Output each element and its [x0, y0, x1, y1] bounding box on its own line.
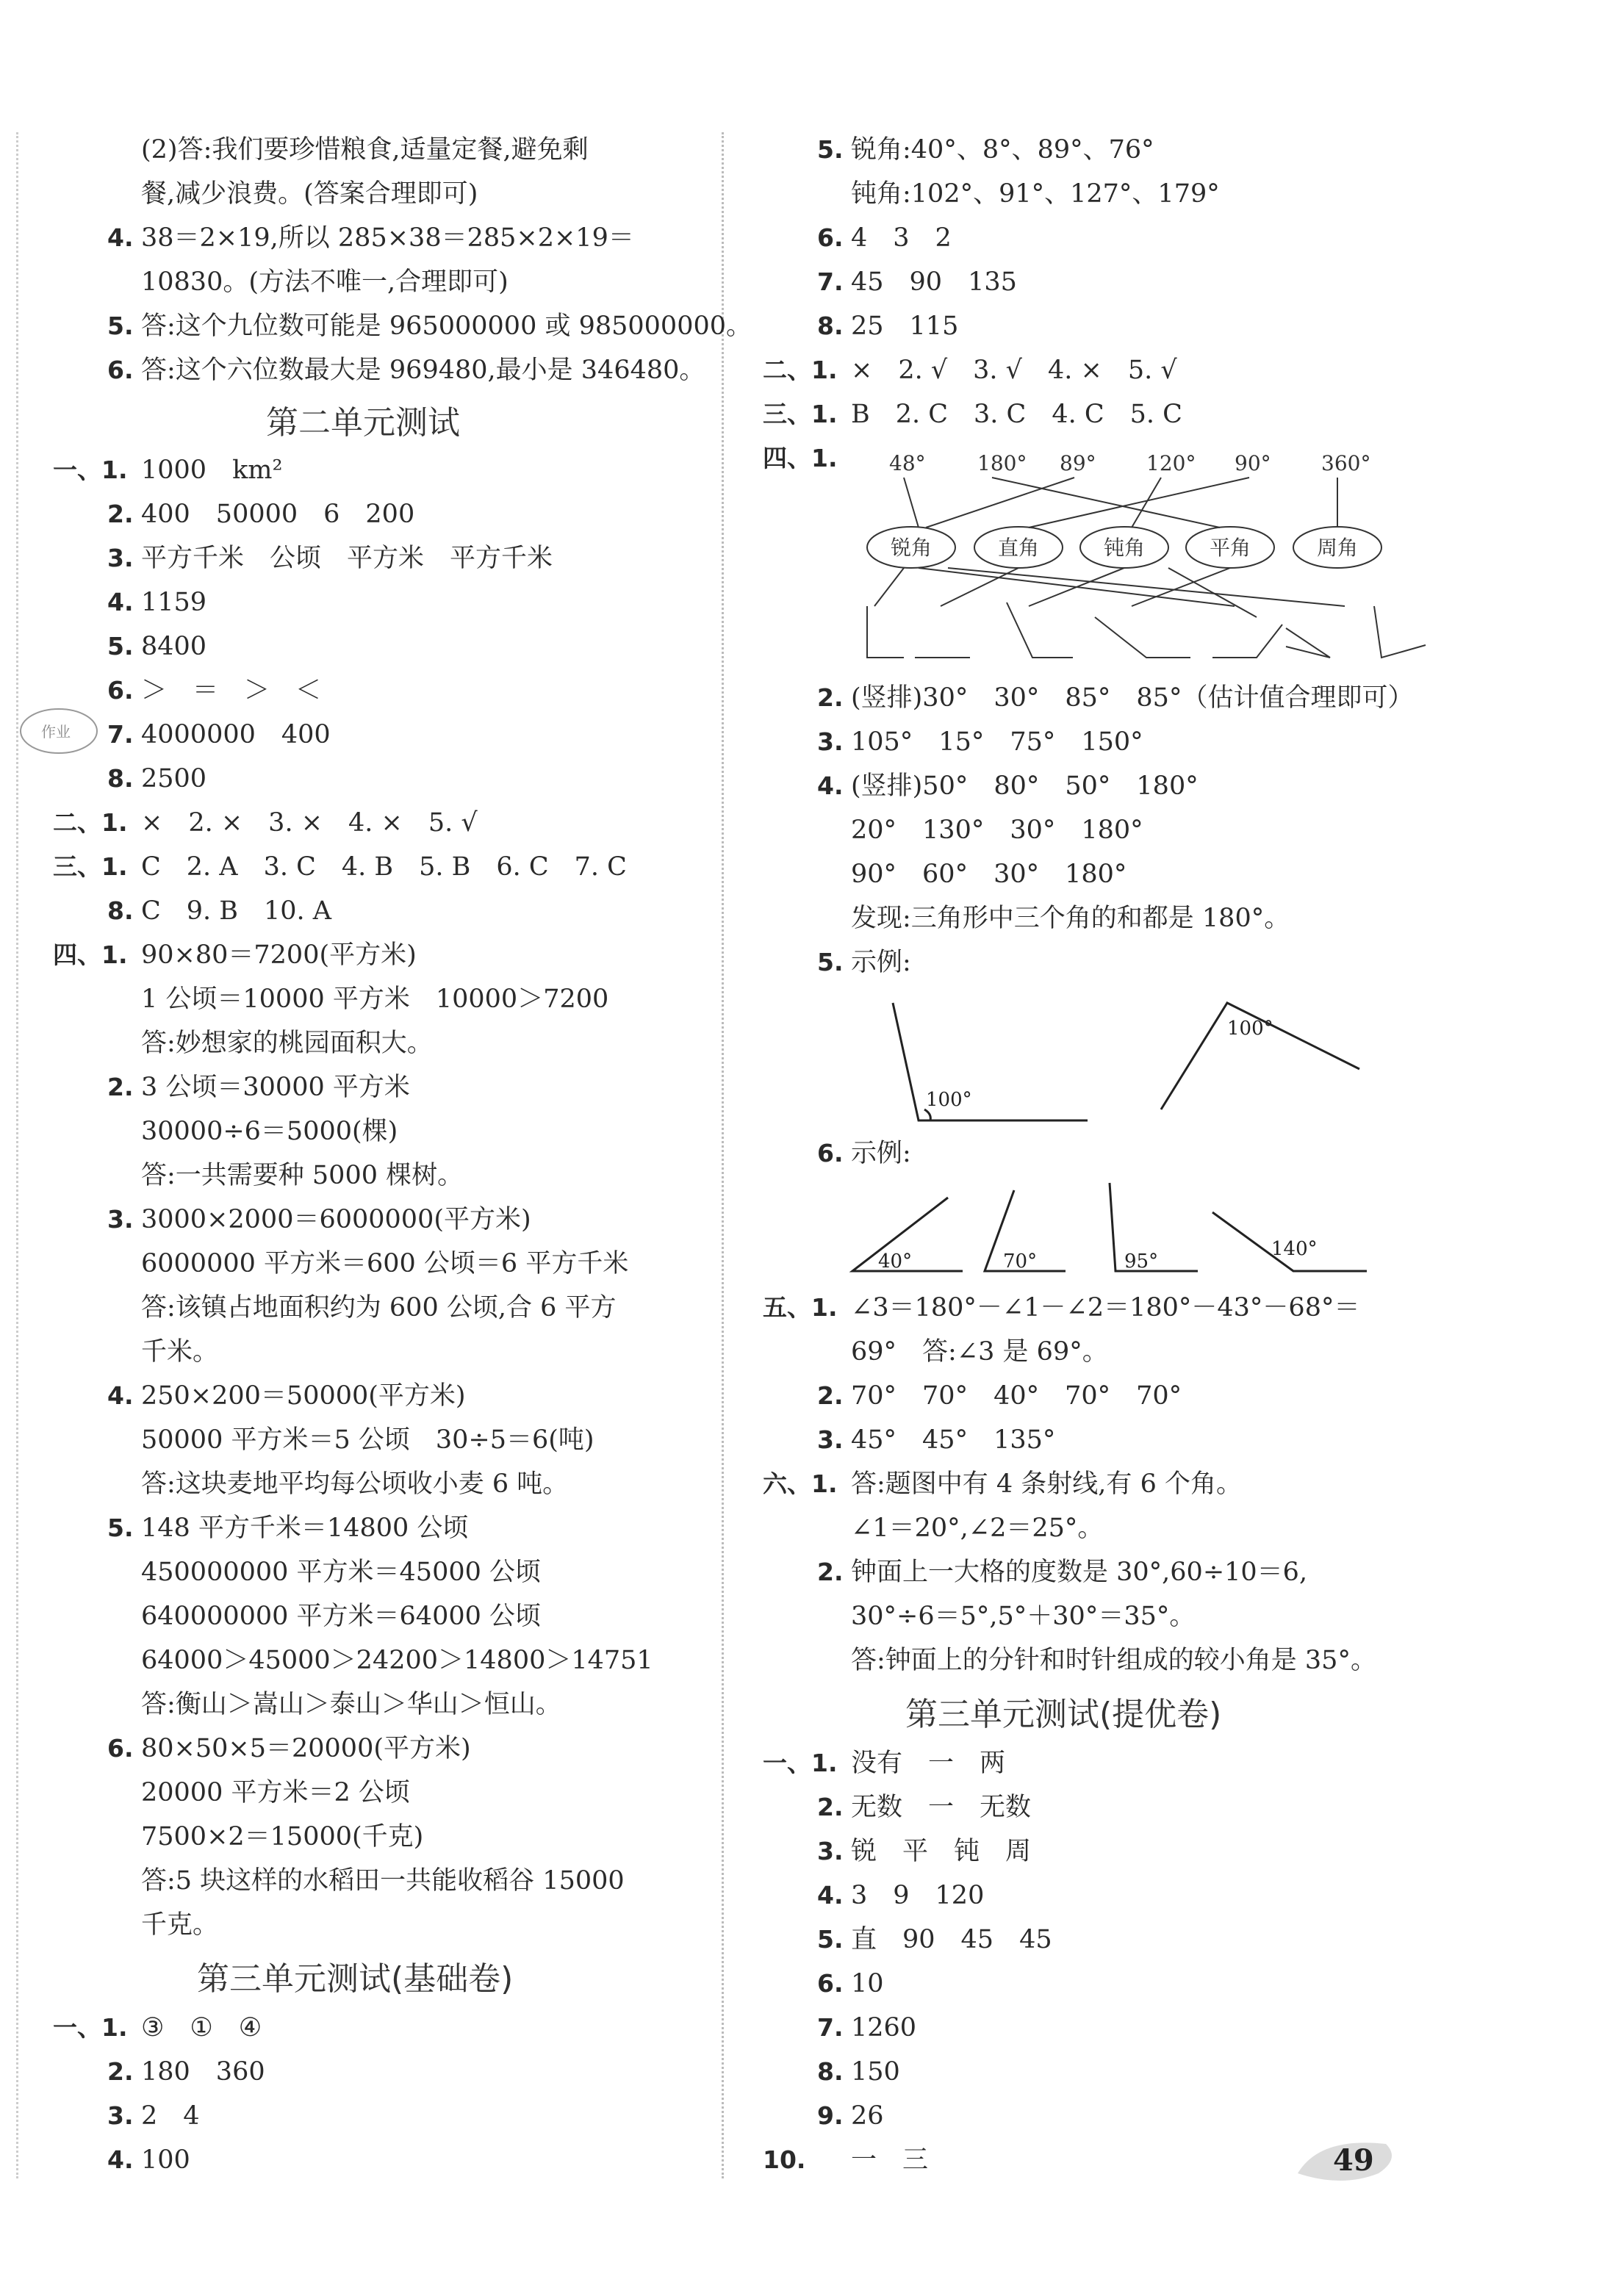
page-number: 49	[1333, 2143, 1374, 2178]
page-number-badge	[1290, 2129, 1401, 2195]
answer-line	[763, 442, 851, 475]
answer-text: 锐角:40°、8°、89°、76°	[851, 135, 1154, 165]
question-number: 2.	[107, 1073, 134, 1101]
question-number: 4.	[107, 223, 134, 252]
answer-line	[53, 807, 478, 839]
question-number: 2.	[107, 500, 134, 528]
answer-text: 64000＞45000＞24200＞14800＞14751	[141, 1646, 653, 1675]
question-number: 一、1.	[763, 1749, 838, 1777]
question-number: 8.	[817, 2057, 844, 2086]
question-number: 三、1.	[53, 852, 128, 881]
example5-figure	[882, 992, 1367, 1139]
answer-line	[107, 983, 608, 1015]
answer-line	[107, 310, 752, 342]
answer-text: 1 公顷＝10000 平方米 10000＞7200	[141, 985, 609, 1014]
question-number: 六、1.	[763, 1469, 838, 1498]
answer-line	[53, 2012, 262, 2044]
answer-text: 平方千米 公顷 平方米 平方千米	[141, 544, 553, 573]
answer-text: 50000 平方米＝5 公顷 30÷5＝6(吨)	[141, 1425, 594, 1455]
answer-text: 6000000 平方米＝600 公顷＝6 平方千米	[141, 1249, 629, 1278]
answer-text: 80×50×5＝20000(平方米)	[141, 1734, 471, 1763]
answer-line	[107, 266, 509, 298]
angle-shape	[1095, 617, 1190, 658]
question-number: 2.	[817, 683, 844, 712]
answer-line	[107, 498, 414, 530]
answer-line	[107, 630, 206, 663]
answer-text: 直 90 45 45	[851, 1925, 1052, 1954]
angle-label: 100°	[926, 1089, 972, 1111]
answer-line	[763, 1468, 1242, 1500]
answer-line	[107, 1292, 617, 1324]
angle-matching-figure	[845, 448, 1433, 676]
answer-line	[763, 398, 1182, 431]
angle-type: 直角	[998, 536, 1040, 560]
answer-line	[817, 2100, 884, 2132]
question-number: 3.	[107, 2101, 134, 2130]
question-number: 2.	[817, 1381, 844, 1410]
answer-line	[817, 1644, 1376, 1677]
question-number: 7.	[817, 267, 844, 296]
question-number: 四、1.	[763, 444, 838, 472]
answer-text: 45 90 135	[851, 267, 1017, 297]
question-number: 五、1.	[763, 1293, 838, 1322]
answer-line	[107, 1115, 398, 1148]
answer-text: 千克。	[141, 1910, 219, 1940]
question-number: 6.	[107, 1734, 134, 1763]
obtuse-angle	[893, 1003, 1088, 1120]
answer-text: 30000÷6＝5000(棵)	[141, 1117, 398, 1146]
answer-text: 答:题图中有 4 条射线,有 6 个角。	[851, 1469, 1242, 1499]
question-number: 8.	[107, 764, 134, 793]
answer-text: 4000000 400	[141, 720, 331, 749]
degree-label: 180°	[977, 451, 1027, 475]
answer-line	[817, 1380, 1182, 1412]
answer-line	[107, 1777, 410, 1809]
answer-line	[107, 1512, 468, 1544]
answer-text: ∠3＝180°－∠1－∠2＝180°－43°－68°＝	[851, 1293, 1360, 1322]
answer-line	[817, 726, 1143, 758]
heading-unit3-adv: 第三单元测试(提优卷)	[905, 1696, 1222, 1733]
answer-line	[107, 1688, 561, 1721]
question-number: 5.	[817, 948, 844, 976]
answer-line	[107, 895, 331, 927]
answer-line	[763, 1292, 1359, 1324]
answer-text: 示例:	[851, 1139, 911, 1168]
answer-line	[763, 354, 1177, 386]
question-number: 4.	[107, 1381, 134, 1410]
question-number: 9.	[817, 2101, 844, 2130]
answer-text: 26	[851, 2101, 884, 2131]
answer-line	[53, 851, 627, 883]
angle-type: 钝角	[1104, 536, 1146, 560]
answer-text: × 2. × 3. × 4. × 5. √	[141, 808, 478, 838]
answer-line	[817, 266, 1017, 298]
answer-line	[53, 939, 417, 971]
answer-line	[817, 1968, 884, 2000]
answer-line	[107, 719, 331, 751]
answer-line	[107, 1909, 218, 1941]
question-number: 6.	[817, 223, 844, 252]
answer-text: 1260	[851, 2013, 917, 2043]
answer-line	[817, 1424, 1055, 1456]
example6-figure	[845, 1176, 1374, 1278]
angle-label: 70°	[1003, 1250, 1038, 1273]
question-number: 10.	[763, 2145, 806, 2174]
question-number: 7.	[107, 720, 134, 749]
degree-label: 48°	[889, 451, 926, 475]
angle-label: 100°	[1227, 1018, 1273, 1040]
angle-label: 40°	[878, 1250, 913, 1273]
homework-stamp	[15, 702, 103, 760]
question-number: 5.	[107, 1514, 134, 1542]
answer-text: 餐,减少浪费。(答案合理即可)	[141, 179, 478, 209]
answer-line	[817, 682, 1413, 714]
question-number: 6.	[107, 676, 134, 705]
question-number: 四、1.	[53, 940, 128, 969]
question-number: 6.	[107, 356, 134, 384]
answer-text: B 2. C 3. C 4. C 5. C	[851, 400, 1182, 429]
answer-text: 45° 45° 135°	[851, 1425, 1056, 1455]
answer-text: 答:衡山＞嵩山＞泰山＞华山＞恒山。	[141, 1690, 561, 1719]
answer-text: 90×80＝7200(平方米)	[141, 940, 417, 970]
answer-text: 答:5 块这样的水稻田一共能收稻谷 15000	[141, 1866, 625, 1896]
question-number: 7.	[817, 2013, 844, 2042]
answer-line	[763, 2144, 928, 2176]
question-number: 一、1.	[53, 2013, 128, 2042]
question-number: 2.	[817, 1793, 844, 1821]
answer-line	[107, 2144, 190, 2176]
question-number: 三、1.	[763, 400, 838, 428]
answer-text: 150	[851, 2057, 900, 2087]
answer-line	[817, 310, 958, 342]
answer-text: 答:妙想家的桃园面积大。	[141, 1029, 433, 1058]
angle-label: 95°	[1124, 1250, 1159, 1273]
answer-line	[107, 1071, 410, 1104]
answer-line	[107, 2056, 265, 2088]
answer-line	[817, 222, 952, 254]
answer-line	[107, 674, 321, 707]
question-number: 8.	[107, 896, 134, 925]
answer-line	[817, 1791, 1031, 1824]
answer-line	[107, 586, 206, 619]
answer-text: ＞ ＝ ＞ ＜	[141, 676, 322, 705]
answer-line	[107, 1203, 531, 1236]
angle-shape	[867, 606, 904, 658]
answer-text: 没有 一 两	[851, 1749, 1006, 1778]
answer-text: 30°÷6＝5°,5°＋30°＝35°。	[851, 1602, 1196, 1631]
answer-text: 640000000 平方米＝64000 公顷	[141, 1602, 542, 1631]
answer-text: 一 三	[851, 2145, 929, 2175]
answer-text: 示例:	[851, 948, 911, 977]
angle-shape	[1007, 602, 1073, 658]
question-number: 6.	[817, 1969, 844, 1998]
answer-text: 69° 答:∠3 是 69°。	[851, 1337, 1108, 1367]
answer-text: 无数 一 无数	[851, 1793, 1032, 1822]
column-divider	[722, 132, 724, 2178]
answer-text: 1000 km²	[141, 456, 283, 485]
answer-line	[817, 134, 1154, 166]
answer-text: 答:钟面上的分针和时针组成的较小角是 35°。	[851, 1646, 1376, 1675]
question-number: 5.	[107, 632, 134, 661]
answer-line	[107, 222, 634, 254]
answer-text: × 2. √ 3. √ 4. × 5. √	[851, 356, 1177, 385]
angle-type: 平角	[1210, 536, 1251, 560]
answer-line	[817, 1923, 1052, 1956]
answer-line	[817, 2012, 916, 2044]
answer-line	[107, 542, 553, 575]
question-number: 3.	[107, 1205, 134, 1234]
answer-line	[817, 178, 1220, 210]
question-number: 4.	[107, 2145, 134, 2174]
answer-text: 4 3 2	[851, 223, 952, 253]
degree-label: 360°	[1321, 451, 1371, 475]
answer-text: 400 50000 6 200	[141, 500, 415, 529]
answer-text: 20000 平方米＝2 公顷	[141, 1778, 410, 1807]
answer-text: 锐 平 钝 周	[851, 1837, 1032, 1866]
answer-text: 发现:三角形中三个角的和都是 180°。	[851, 904, 1290, 933]
answer-text: 8400	[141, 632, 207, 661]
answer-text: 105° 15° 75° 150°	[851, 727, 1143, 757]
answer-text: 250×200＝50000(平方米)	[141, 1381, 466, 1411]
answer-text: 答:一共需要种 5000 棵树。	[141, 1161, 464, 1190]
angle-type: 锐角	[891, 536, 933, 560]
answer-line	[107, 1644, 653, 1677]
question-number: 4.	[817, 771, 844, 800]
answer-line	[817, 770, 1199, 802]
question-number: 3.	[817, 727, 844, 756]
answer-line	[817, 902, 1290, 935]
answer-line	[817, 1556, 1307, 1588]
question-number: 5.	[817, 135, 844, 164]
answer-text: 7500×2＝15000(千克)	[141, 1822, 424, 1851]
answer-line	[107, 1468, 568, 1500]
heading-unit3-basic: 第三单元测试(基础卷)	[197, 1960, 514, 1998]
question-number: 二、1.	[53, 808, 128, 837]
question-number: 8.	[817, 312, 844, 340]
answer-line	[107, 1380, 466, 1412]
question-number: 4.	[817, 1881, 844, 1910]
answer-text: 千米。	[141, 1337, 219, 1367]
answer-line	[53, 454, 283, 486]
answer-line	[817, 1336, 1108, 1368]
angle-shape	[1212, 625, 1282, 658]
answer-line	[107, 1600, 541, 1633]
answer-text: 答:这个六位数最大是 969480,最小是 346480。	[141, 356, 705, 385]
question-number: 5.	[107, 312, 134, 340]
answer-line	[817, 2056, 900, 2088]
answer-text: ∠1＝20°,∠2＝25°。	[851, 1514, 1104, 1543]
answer-line	[817, 814, 1143, 846]
answer-line	[107, 134, 589, 166]
answer-text: 2 4	[141, 2101, 200, 2131]
answer-text: 3 9 120	[851, 1881, 985, 1910]
question-number: 一、1.	[53, 456, 128, 484]
answer-line	[107, 1027, 433, 1059]
heading-unit2: 第二单元测试	[266, 404, 460, 442]
answer-text: 180 360	[141, 2057, 265, 2087]
answer-text: C 2. A 3. C 4. B 5. B 6. C 7. C	[141, 852, 627, 882]
question-number: 2.	[817, 1558, 844, 1586]
answer-text: 10	[851, 1969, 884, 1998]
angle-label: 140°	[1271, 1238, 1318, 1260]
answer-text: (竖排)50° 80° 50° 180°	[851, 771, 1199, 801]
answer-line	[107, 1865, 625, 1897]
answer-text: 20° 130° 30° 180°	[851, 816, 1143, 845]
answer-text: 3 公顷＝30000 平方米	[141, 1073, 410, 1102]
answer-line	[763, 1747, 1005, 1779]
answer-line	[817, 858, 1127, 890]
answer-text: 450000000 平方米＝45000 公顷	[141, 1558, 542, 1587]
answer-text: 148 平方千米＝14800 公顷	[141, 1514, 469, 1543]
question-number: 4.	[107, 588, 134, 616]
answer-line	[817, 946, 911, 979]
question-number: 5.	[817, 1925, 844, 1954]
answer-line	[817, 1137, 911, 1170]
answer-line	[817, 1879, 984, 1912]
answer-text: 2500	[141, 764, 207, 793]
question-number: 二、1.	[763, 356, 838, 384]
angle-type: 周角	[1317, 536, 1359, 560]
degree-label: 90°	[1235, 451, 1271, 475]
answer-text: 90° 60° 30° 180°	[851, 860, 1127, 889]
answer-line	[107, 1248, 628, 1280]
answer-text: (2)答:我们要珍惜粮食,适量定餐,避免剩	[141, 135, 589, 165]
answer-text: C 9. B 10. A	[141, 896, 332, 926]
answer-text: 25 115	[851, 312, 959, 341]
degree-label: 89°	[1060, 451, 1096, 475]
question-number: 3.	[817, 1837, 844, 1865]
answer-line	[107, 1424, 594, 1456]
left-margin-line	[16, 132, 18, 2178]
answer-text: 3000×2000＝6000000(平方米)	[141, 1205, 531, 1234]
answer-text: 答:这个九位数可能是 965000000 或 985000000。	[141, 312, 752, 341]
angle-shape	[1374, 606, 1426, 658]
stamp-text: 作业	[41, 723, 71, 741]
answer-line	[107, 1336, 218, 1368]
answer-text: (竖排)30° 30° 85° 85°（估计值合理即可）	[851, 683, 1414, 713]
answer-text: 1159	[141, 588, 207, 617]
answer-text: 70° 70° 40° 70° 70°	[851, 1381, 1182, 1411]
answer-line	[817, 1512, 1103, 1544]
answer-line	[817, 1600, 1195, 1633]
answer-text: 钝角:102°、91°、127°、179°	[851, 179, 1220, 209]
answer-line	[107, 354, 705, 386]
question-number: 2.	[107, 2057, 134, 2086]
answer-text: 答:这块麦地平均每公顷收小麦 6 吨。	[141, 1469, 569, 1499]
degree-label: 120°	[1146, 451, 1196, 475]
answer-text: 38＝2×19,所以 285×38＝285×2×19＝	[141, 223, 634, 253]
question-number: 6.	[817, 1139, 844, 1167]
answer-line	[817, 1835, 1031, 1868]
question-number: 3.	[817, 1425, 844, 1454]
answer-line	[107, 763, 206, 795]
angle-shape	[1286, 628, 1330, 658]
answer-line	[107, 1556, 541, 1588]
answer-text: 答:该镇占地面积约为 600 公顷,合 6 平方	[141, 1293, 617, 1322]
answer-line	[107, 1732, 471, 1765]
answer-text: 10830。(方法不唯一,合理即可)	[141, 267, 509, 297]
answer-text: 100	[141, 2145, 190, 2175]
answer-line	[107, 1821, 423, 1853]
answer-text: 钟面上一大格的度数是 30°,60÷10＝6,	[851, 1558, 1308, 1587]
answer-text: ③ ① ④	[141, 2013, 262, 2043]
answer-line	[107, 178, 478, 210]
answer-line	[107, 1159, 463, 1192]
answer-line	[107, 2100, 200, 2132]
question-number: 3.	[107, 544, 134, 572]
